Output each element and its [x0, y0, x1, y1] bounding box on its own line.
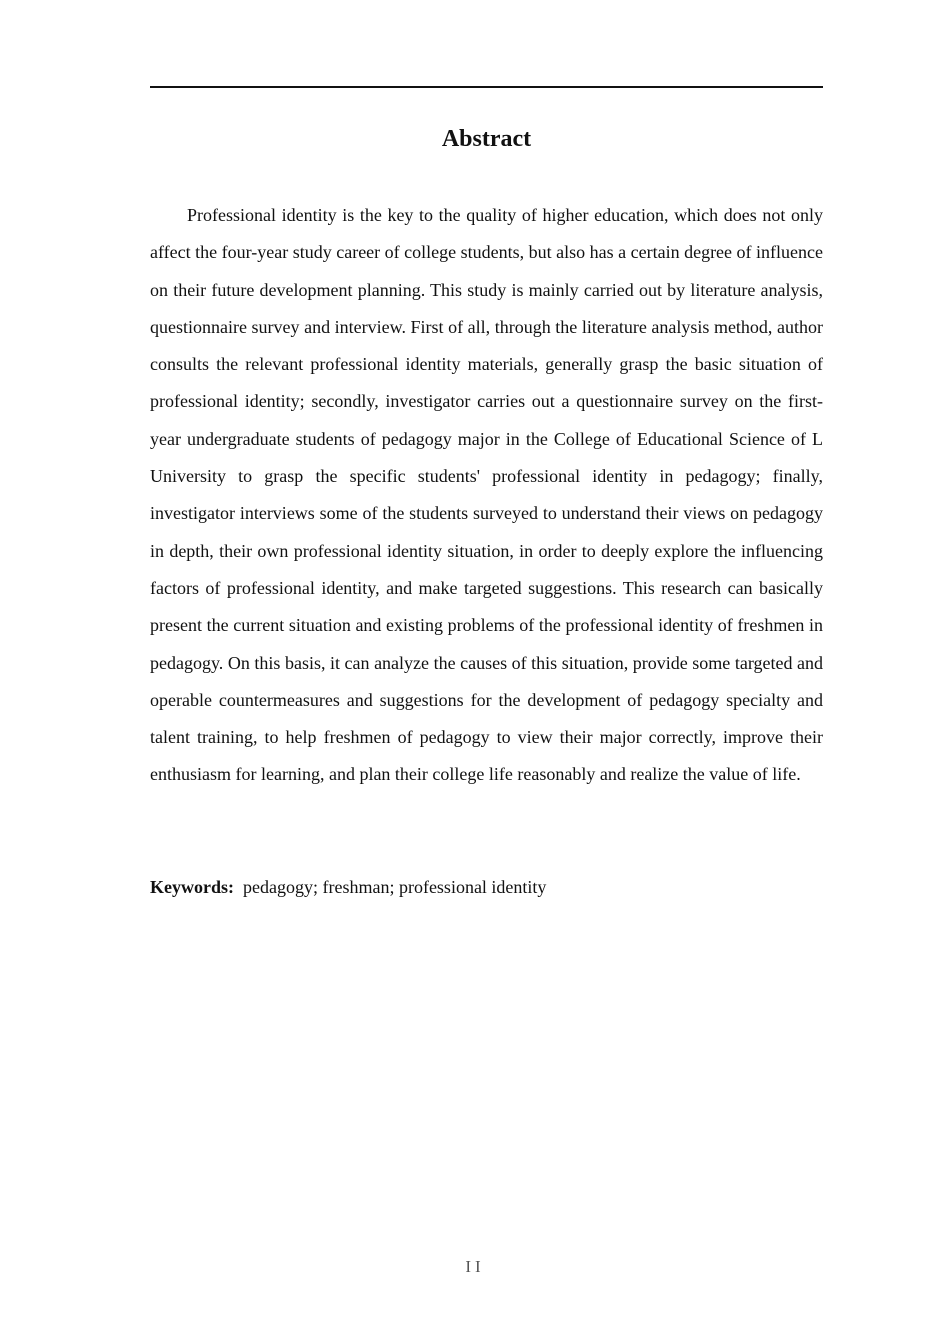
keywords-label: Keywords: [150, 877, 234, 897]
page-number: II [465, 1257, 485, 1276]
page-title: Abstract [441, 126, 532, 152]
keywords-value: pedagogy; freshman; professional identity [243, 877, 547, 897]
keywords-line [150, 869, 823, 905]
abstract-paragraph: Professional identity is the key to the quality of higher education, which does not only affect the four-year study career of college students, but also has a certain degree of influence on their future development planning. This study is mainly carried out by literature analysis, questionnaire survey and interview. First of all, through the literature analysis method, author consults the relevant professional identity materials, generally grasp the basic situation of professional identity; secondly, investigator carries out a questionnaire survey on the first-year undergraduate students of pedagogy major in the College of Educational Science of L University to grasp the specific students' professional identity in pedagogy; finally, investigator interviews some of the students surveyed to understand their views on pedagogy in depth, their own professional identity situation, in order to deeply explore the influencing factors of professional identity, and make targeted suggestions. This research can basically present the current situation and existing problems of the professional identity of freshmen in pedagogy. On this basis, it can analyze the causes of this situation, provide some targeted and operable countermeasures and suggestions for the development of pedagogy specialty and talent training, to help freshmen of pedagogy to view their major correctly, improve their enthusiasm for learning, and plan their college life reasonably and realize the value of life. [150, 205, 823, 785]
header-rule [150, 86, 823, 88]
